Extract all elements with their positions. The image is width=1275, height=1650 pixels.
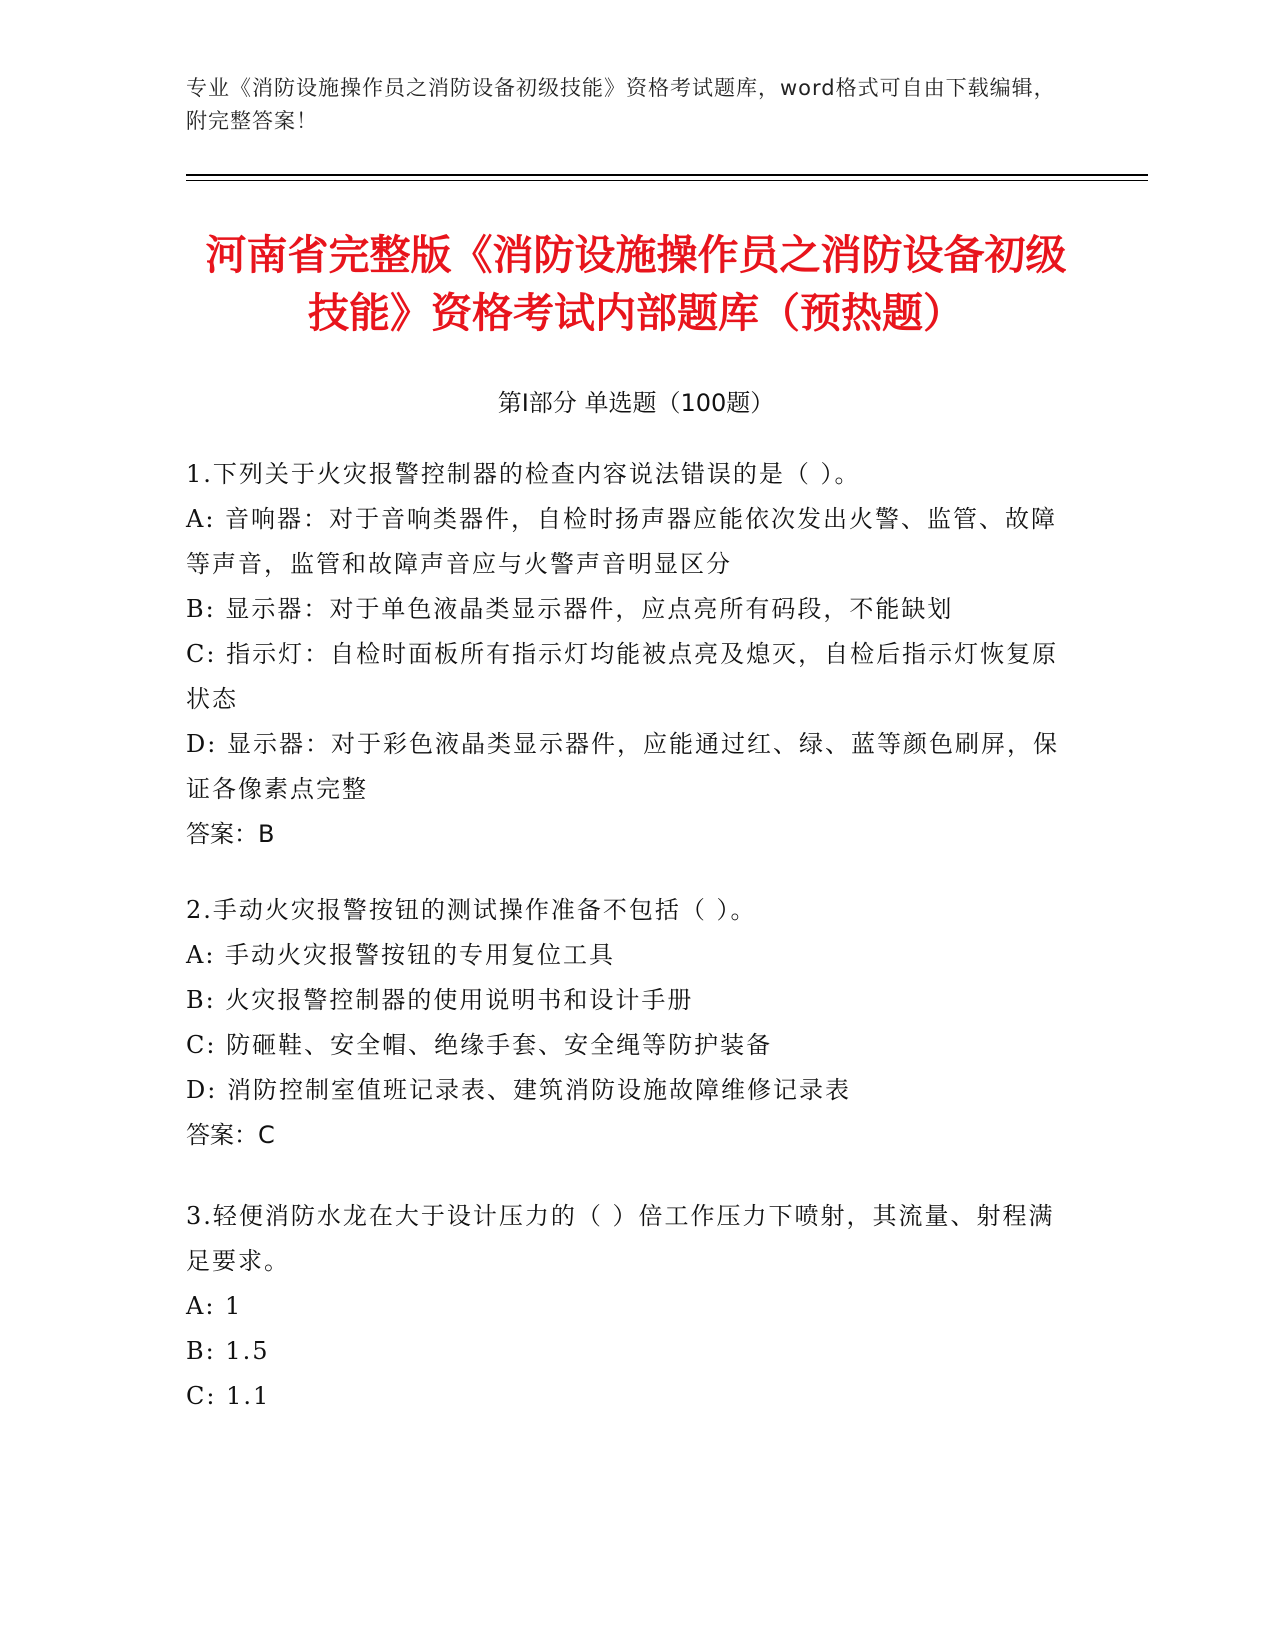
option-c: C: 防砸鞋、安全帽、绝缘手套、安全绳等防护装备 bbox=[186, 1031, 773, 1059]
question-1 bbox=[186, 452, 1066, 857]
question-3 bbox=[186, 1194, 1066, 1419]
question-stem: 3.轻便消防水龙在大于设计压力的（ ）倍工作压力下喷射，其流量、射程满足要求。 bbox=[186, 1202, 1055, 1275]
option-c: C: 1.1 bbox=[186, 1382, 271, 1410]
option-b: B: 1.5 bbox=[186, 1337, 270, 1365]
answer: 答案：C bbox=[186, 1121, 275, 1149]
header-rule-thick bbox=[186, 174, 1148, 176]
answer: 答案：B bbox=[186, 820, 275, 848]
option-a: A: 手动火灾报警按钮的专用复位工具 bbox=[186, 941, 616, 969]
option-d: D: 消防控制室值班记录表、建筑消防设施故障维修记录表 bbox=[186, 1076, 851, 1104]
question-stem: 1.下列关于火灾报警控制器的检查内容说法错误的是（ ）。 bbox=[186, 460, 861, 488]
option-b: B: 显示器：对于单色液晶类显示器件，应点亮所有码段，不能缺划 bbox=[186, 595, 954, 623]
option-a: A: 音响器：对于音响类器件，自检时扬声器应能依次发出火警、监管、故障等声音，监管和故障声音应与火警声音明显区分 bbox=[186, 505, 1058, 578]
header-rule-thin bbox=[186, 180, 1148, 181]
option-d: D: 显示器：对于彩色液晶类显示器件，应能通过红、绿、蓝等颜色刷屏，保证各像素点完整 bbox=[186, 730, 1059, 803]
question-stem: 2.手动火灾报警按钮的测试操作准备不包括（ ）。 bbox=[186, 896, 757, 924]
option-a: A: 1 bbox=[186, 1292, 243, 1320]
document-title: 河南省完整版《消防设施操作员之消防设备初级技能》资格考试内部题库（预热题） bbox=[205, 231, 1067, 337]
header-note: 专业《消防设施操作员之消防设备初级技能》资格考试题库，word格式可自由下载编辑，附完整答案！ bbox=[186, 76, 1056, 133]
question-2 bbox=[186, 888, 1066, 1158]
option-c: C: 指示灯：自检时面板所有指示灯均能被点亮及熄灭，自检后指示灯恢复原状态 bbox=[186, 640, 1059, 713]
option-b: B: 火灾报警控制器的使用说明书和设计手册 bbox=[186, 986, 694, 1014]
section-title: 第Ⅰ部分 单选题（100题） bbox=[497, 389, 775, 417]
